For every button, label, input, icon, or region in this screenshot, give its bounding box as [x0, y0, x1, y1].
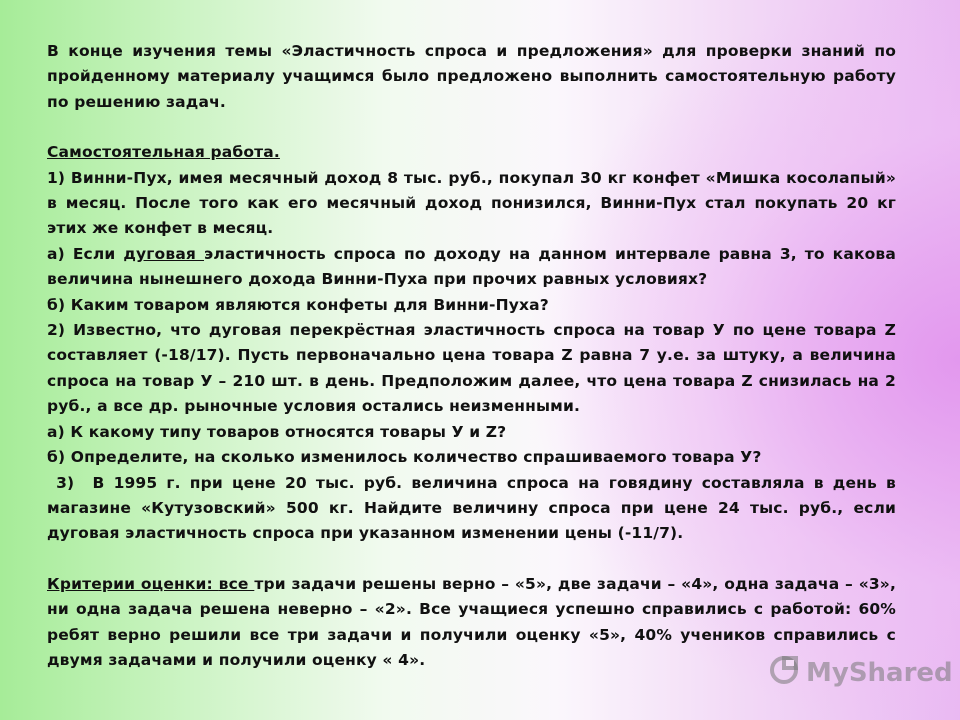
- task2-question-b: б) Определите, на сколько изменилось количество спрашиваемого товара У?: [47, 448, 762, 467]
- criteria-underlined-word: все: [218, 574, 255, 593]
- criteria-label: Критерии оценки:: [47, 574, 219, 593]
- myshared-watermark: [768, 656, 953, 690]
- criteria-text: три задачи решены верно – «5», две задачи – «4», одна задача – «3», ни одна задача решена неверно – «2». Все учащиеся успешно справились с работой: 60% ребят верно решили все три задачи и получили оценку «5», 40% учеников справились с двумя задачами и получили оценку « 4».: [47, 574, 896, 669]
- spacer: [47, 115, 896, 140]
- task3-text: 3) В 1995 г. при цене 20 тыс. руб. величина спроса на говядину составляла в день в магазине «Кутузовский» 500 кг. Найдите величину спроса при цене 24 тыс. руб., если дуговая эластичность спроса при указанном изменении цены (-11/7).: [47, 473, 902, 543]
- task1-question-b: б) Каким товаром являются конфеты для Винни-Пуха?: [47, 295, 549, 314]
- spacer: [47, 547, 896, 572]
- task2-text: 2) Известно, что дуговая перекрёстная эластичность спроса на товар У по цене товара Z составляет (-18/17). Пусть первоначально цена товара Z равна 7 у.е. за штуку, а величина спроса на товар У – 210 шт. в день. Предположим далее, что цена товара Z снизилась на 2 руб., а все др. рыночные условия остались неизменными.: [47, 321, 896, 416]
- myshared-logo-icon: [768, 654, 800, 693]
- task1-a-underlined: дуговая: [123, 244, 205, 263]
- task1-text: 1) Винни-Пух, имея месячный доход 8 тыс. руб., покупал 30 кг конфет «Мишка косолапый» в месяц. После того как его месячный доход понизился, Винни-Пух стал покупать 20 кг этих же конфет в месяц.: [47, 168, 896, 238]
- task1-a-rest: эластичность спроса по доходу на данном интервале равна 3, то какова величина нынешнего дохода Винни-Пуха при прочих равных условиях?: [47, 244, 896, 289]
- task2-question-a: а) К какому типу товаров относятся товары У и Z?: [47, 422, 507, 441]
- intro-paragraph: В конце изучения темы «Эластичность спроса и предложения» для проверки знаний по пройденному материалу учащимся было предложено выполнить самостоятельную работу по решению задач.: [47, 42, 896, 111]
- work-title: Самостоятельная работа.: [47, 143, 280, 162]
- task1-a-prefix: а) Если: [47, 244, 124, 263]
- document-body: [47, 39, 902, 673]
- task1-question-a: [47, 242, 896, 293]
- watermark-text: MyShared: [806, 658, 953, 688]
